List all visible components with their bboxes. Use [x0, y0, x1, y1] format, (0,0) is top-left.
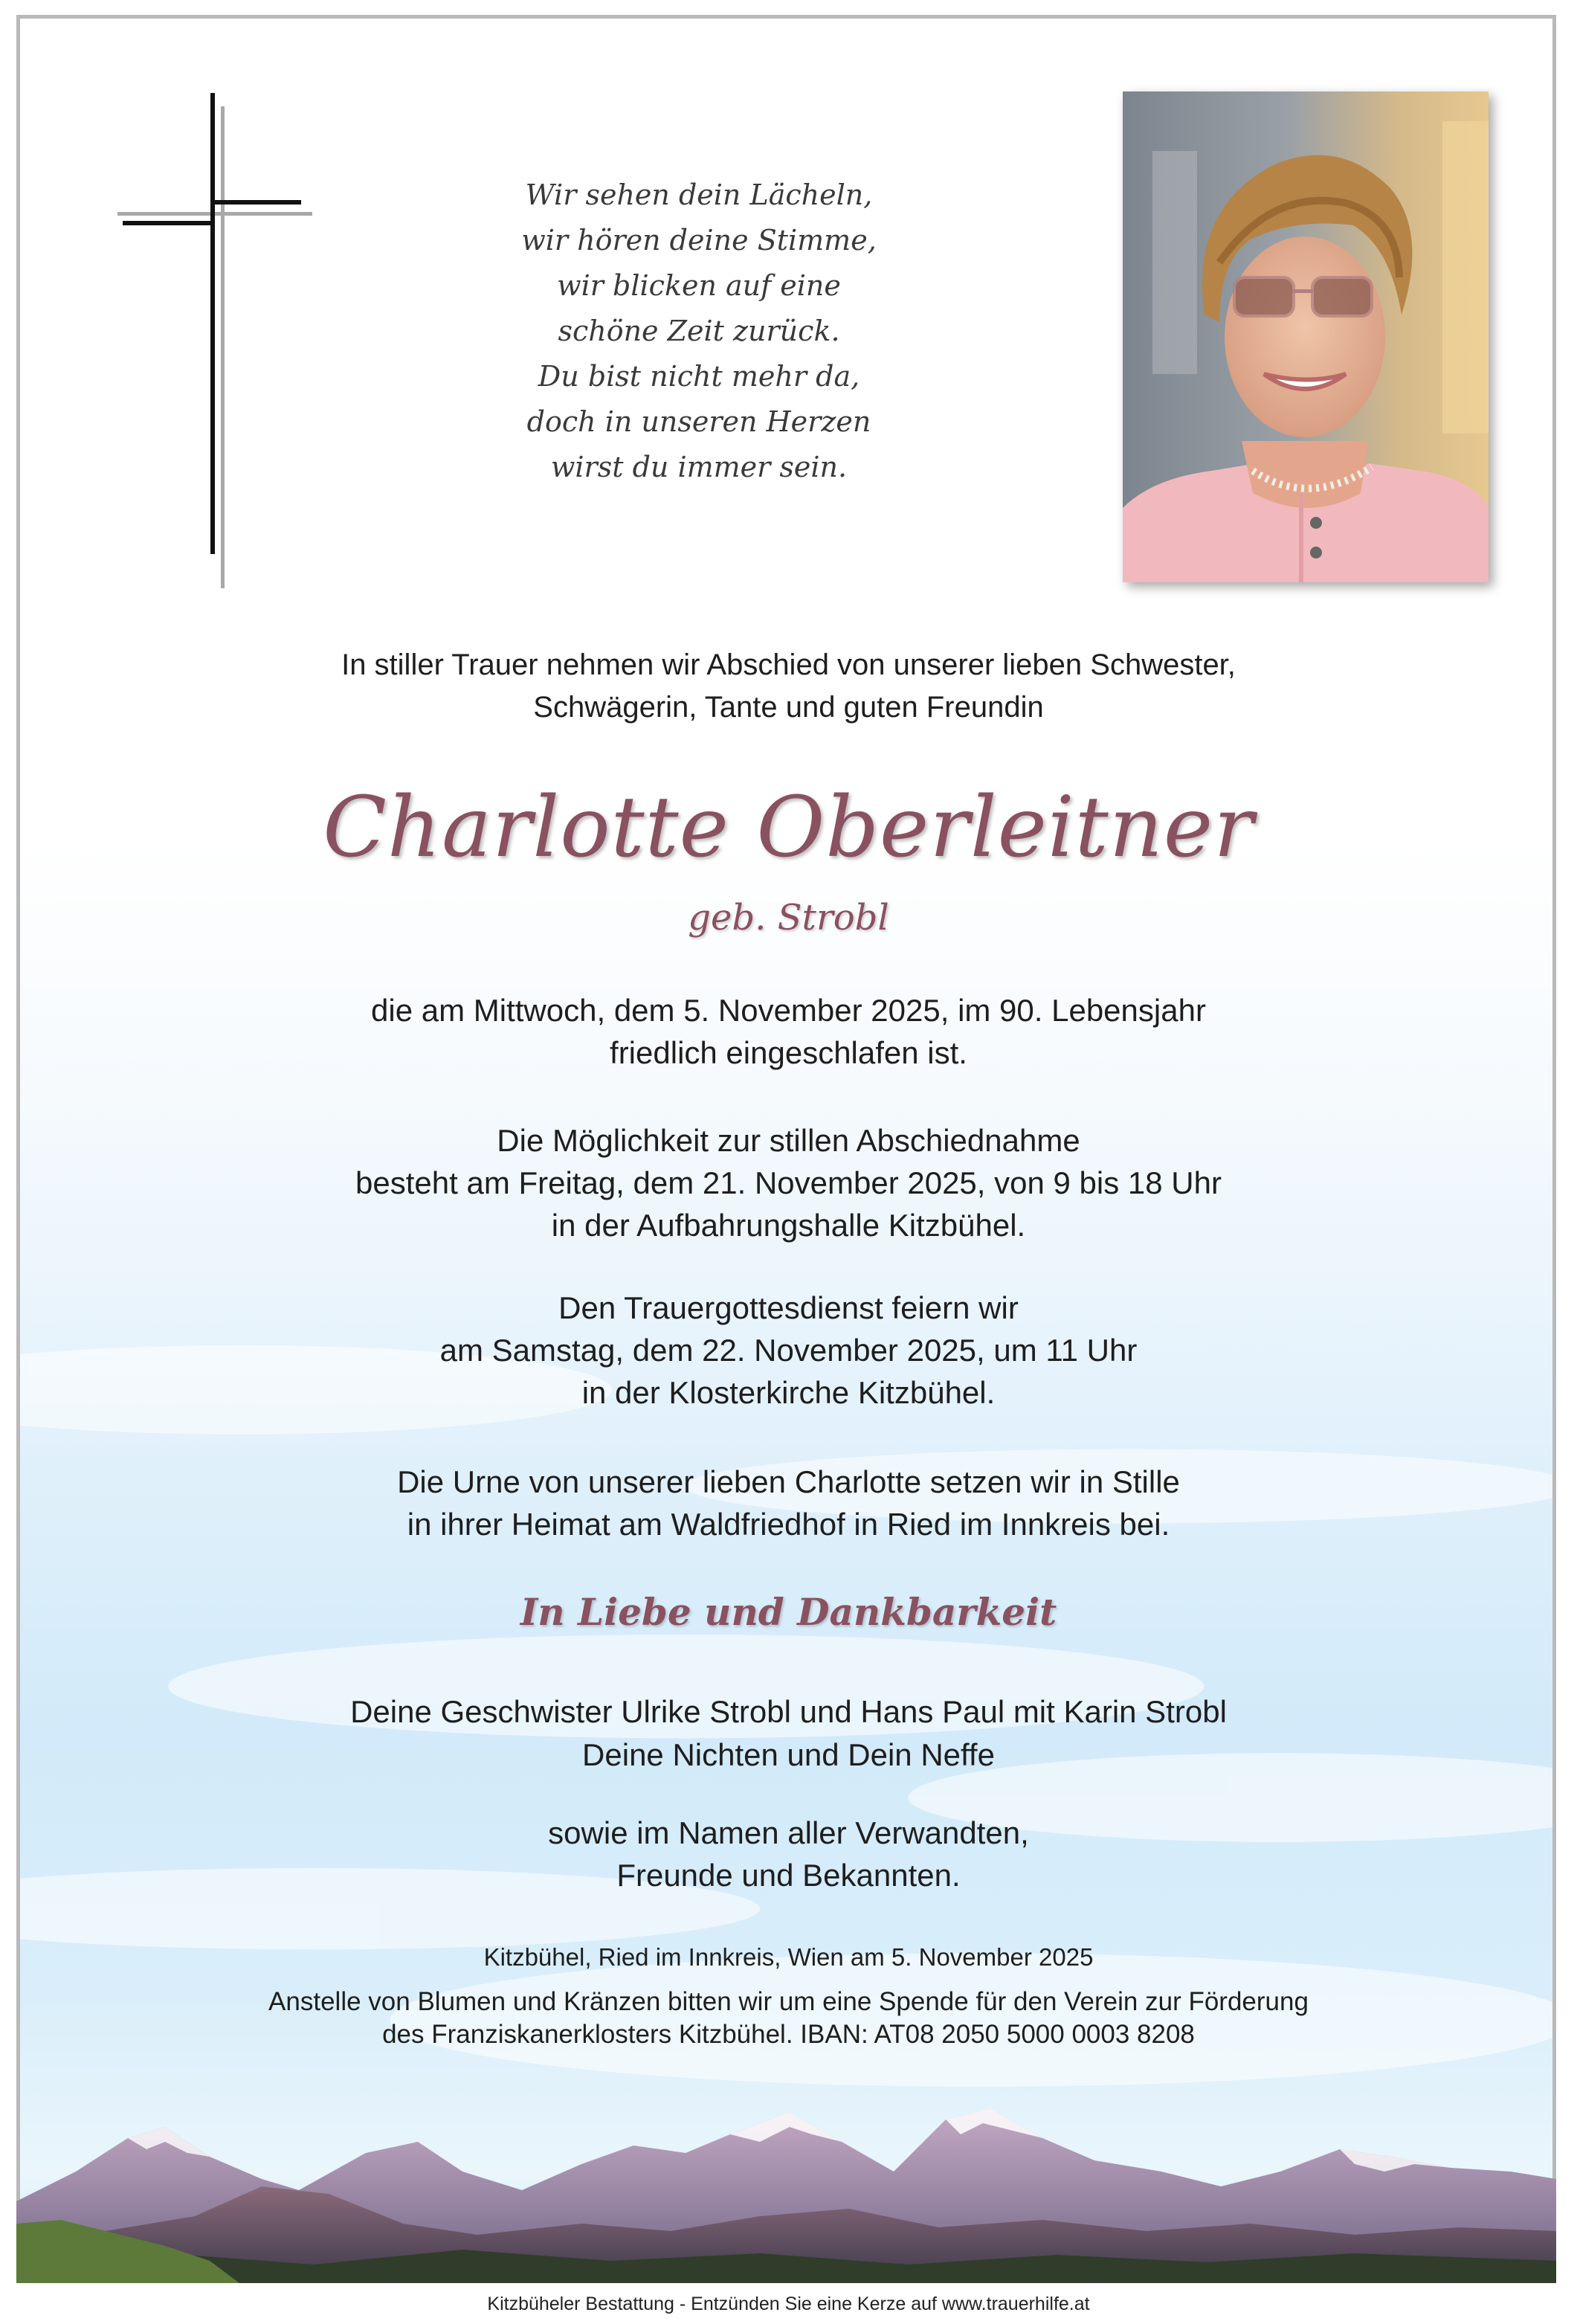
- mourners-line: Deine Geschwister Ulrike Strobl und Hans Paul mit Karin Strobl: [350, 1694, 1227, 1729]
- viewing-info: [0, 1119, 1577, 1246]
- service-line: am Samstag, dem 22. November 2025, um 11 Uhr: [439, 1333, 1138, 1368]
- viewing-line: besteht am Freitag, dem 21. November 2025, von 9 bis 18 Uhr: [355, 1165, 1222, 1200]
- urn-info: [0, 1461, 1577, 1545]
- place-date: Kitzbühel, Ried im Innkreis, Wien am 5. November 2025: [483, 1943, 1094, 1971]
- donation-line: Anstelle von Blumen und Kränzen bitten wir um eine Spende für den Verein zur Förderung: [268, 1987, 1309, 2016]
- footer-text: Kitzbüheler Bestattung - Entzünden Sie eine Kerze auf www.trauerhilfe.at: [487, 2294, 1090, 2314]
- deceased-name: Charlotte Oberleitner: [323, 779, 1254, 876]
- viewing-line: Die Möglichkeit zur stillen Abschiednahme: [497, 1123, 1080, 1158]
- mourners-line: Deine Nichten und Dein Neffe: [582, 1737, 995, 1772]
- relatives-line: sowie im Namen aller Verwandten,: [548, 1815, 1029, 1850]
- intro-line: In stiller Trauer nehmen wir Abschied von unserer lieben Schwester,: [341, 648, 1236, 681]
- donation-note: [0, 1986, 1577, 2051]
- poem-line: wirst du immer sein.: [550, 451, 848, 483]
- death-notice: [0, 989, 1577, 1074]
- maiden-name: geb. Strobl: [688, 897, 889, 939]
- donation-line: des Franziskanerklosters Kitzbühel. IBAN: AT08 2050 5000 0003 8208: [382, 2020, 1195, 2049]
- poem-line: Du bist nicht mehr da,: [538, 360, 860, 393]
- mountain-landscape-image: [16, 2060, 1556, 2283]
- portrait-photo: [1123, 91, 1489, 582]
- poem-line: doch in unseren Herzen: [526, 405, 871, 438]
- intro-text: [0, 644, 1577, 729]
- memorial-poem: [416, 173, 981, 490]
- relatives-line: Freunde und Bekannten.: [616, 1858, 961, 1893]
- mourners-list: [0, 1690, 1577, 1777]
- service-line: Den Trauergottesdienst feiern wir: [558, 1290, 1019, 1325]
- urn-line: Die Urne von unserer lieben Charlotte setzen wir in Stille: [397, 1464, 1180, 1499]
- relatives-note: [0, 1812, 1577, 1896]
- intro-line: Schwägerin, Tante und guten Freundin: [533, 691, 1044, 724]
- closing-phrase: In Liebe und Dankbarkeit: [520, 1590, 1057, 1634]
- death-notice-line: friedlich eingeschlafen ist.: [610, 1035, 967, 1070]
- service-line: in der Klosterkirche Kitzbühel.: [581, 1375, 996, 1410]
- poem-line: Wir sehen dein Lächeln,: [525, 178, 873, 211]
- death-notice-line: die am Mittwoch, dem 5. November 2025, im 90. Lebensjahr: [371, 993, 1206, 1028]
- service-info: [0, 1287, 1577, 1414]
- cross-icon: [115, 93, 331, 591]
- urn-line: in ihrer Heimat am Waldfriedhof in Ried im Innkreis bei.: [407, 1507, 1170, 1542]
- poem-line: wir hören deine Stimme,: [521, 224, 877, 257]
- viewing-line: in der Aufbahrungshalle Kitzbühel.: [551, 1208, 1026, 1243]
- poem-line: schöne Zeit zurück.: [558, 315, 840, 347]
- poem-line: wir blicken auf eine: [557, 269, 841, 302]
